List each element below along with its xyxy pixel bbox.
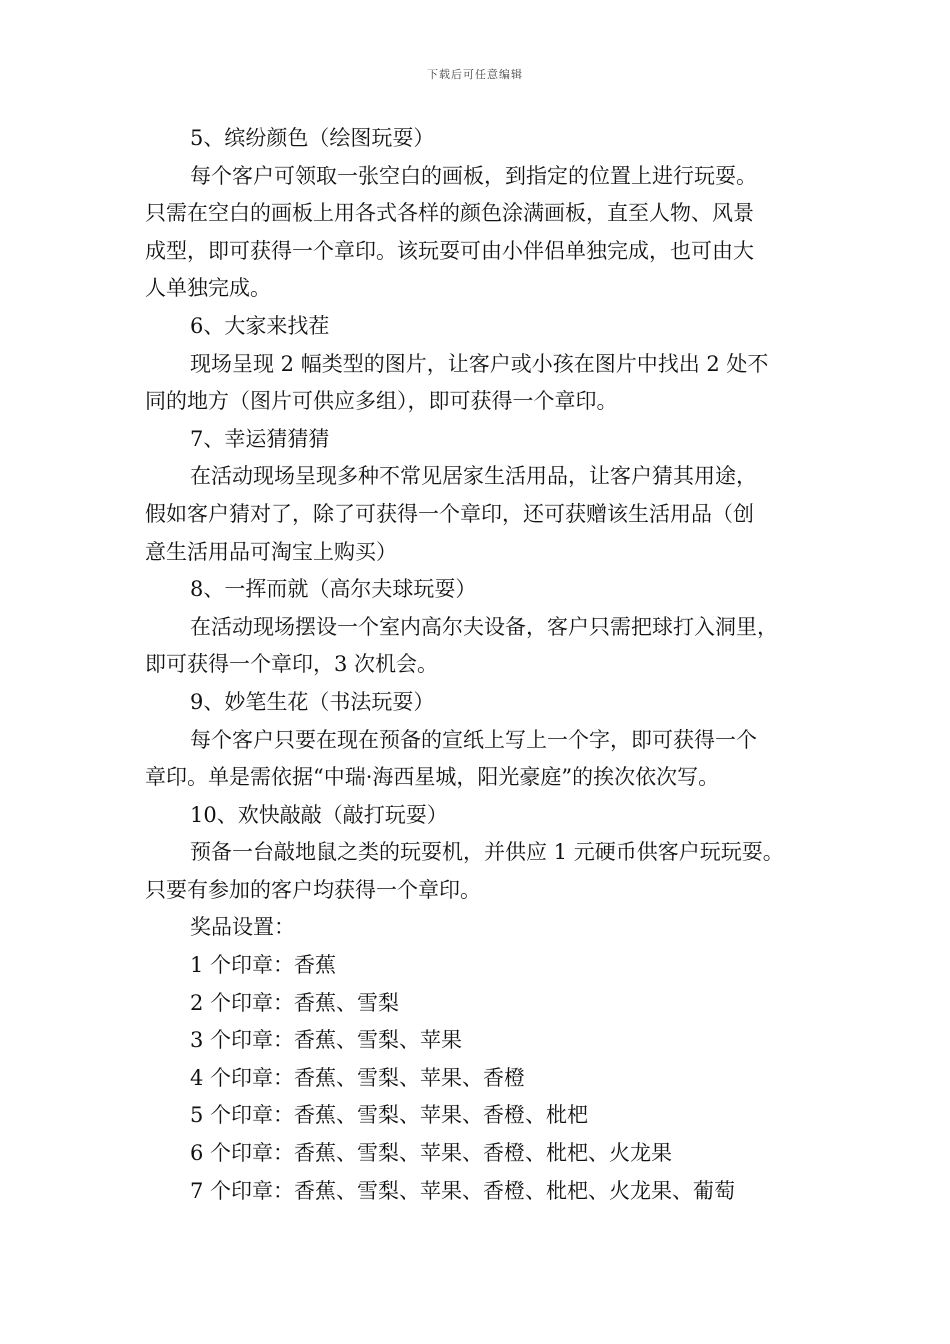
text-line: 每个客户只要在现在预备的宣纸上写上一个字，即可获得一个 <box>190 727 757 752</box>
text-line: 现场呈现 2 幅类型的图片，让客户或小孩在图片中找出 2 处不 <box>190 351 769 376</box>
text-line: 只需在空白的画板上用各式各样的颜色涂满画板，直至人物、风景 <box>145 201 754 226</box>
text-line: 4 个印章：香蕉、雪梨、苹果、香橙 <box>190 1065 526 1090</box>
text-line: 5、缤纷颜色（绘图玩耍） <box>190 126 435 150</box>
text-line: 在活动现场摆设一个室内高尔夫设备，客户只需把球打入洞里， <box>190 614 778 639</box>
text-line: 预备一台敲地鼠之类的玩耍机，并供应 1 元硬币供客户玩玩耍。 <box>190 840 784 865</box>
text-line: 成型，即可获得一个章印。该玩耍可由小伴侣单独完成，也可由大 <box>145 238 754 263</box>
text-line: 10、欢快敲敲（敲打玩耍） <box>190 802 448 827</box>
text-line: 8、一挥而就（高尔夫球玩耍） <box>190 577 477 602</box>
text-line: 2 个印章：香蕉、雪梨 <box>190 990 400 1015</box>
text-line: 即可获得一个章印，3 次机会。 <box>145 652 439 677</box>
text-line: 3 个印章：香蕉、雪梨、苹果 <box>190 1028 463 1053</box>
text-line: 假如客户猜对了，除了可获得一个章印，还可获赠该生活用品（创 <box>145 501 754 526</box>
text-line: 只要有参加的客户均获得一个章印。 <box>145 877 481 902</box>
text-line: 1 个印章：香蕉 <box>190 953 337 978</box>
document-body <box>145 120 815 1210</box>
text-line: 在活动现场呈现多种不常见居家生活用品，让客户猜其用途， <box>190 464 757 489</box>
text-line: 6 个印章：香蕉、雪梨、苹果、香橙、枇杷、火龙果 <box>190 1141 673 1166</box>
text-line: 7、幸运猜猜猜 <box>190 426 330 451</box>
text-line: 意生活用品可淘宝上购买） <box>145 539 397 564</box>
page-header: 下载后可任意编辑 <box>427 68 523 81</box>
text-line: 章印。单是需依据“中瑞·海西星城，阳光豪庭”的挨次依次写。 <box>145 765 720 790</box>
text-line: 奖品设置： <box>190 915 295 940</box>
text-line: 同的地方（图片可供应多组），即可获得一个章印。 <box>145 389 618 414</box>
text-line: 6、大家来找茬 <box>190 313 330 338</box>
text-line: 5 个印章：香蕉、雪梨、苹果、香橙、枇杷 <box>190 1103 589 1128</box>
text-line: 7 个印章：香蕉、雪梨、苹果、香橙、枇杷、火龙果、葡萄 <box>190 1178 736 1203</box>
text-line: 每个客户可领取一张空白的画板，到指定的位置上进行玩耍。 <box>190 163 757 188</box>
text-line: 9、妙笔生花（书法玩耍） <box>190 689 435 714</box>
text-line: 人单独完成。 <box>145 276 271 301</box>
